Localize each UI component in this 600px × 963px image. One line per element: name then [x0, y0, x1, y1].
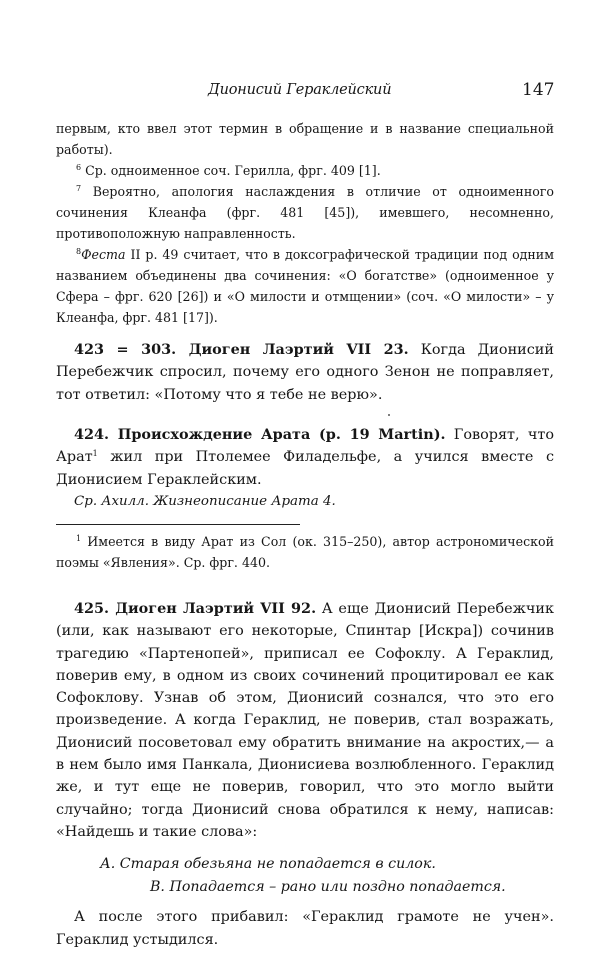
fragment-425-closing: А после этого прибавил: «Гераклид грамоте не учен». Гераклид устыдился.	[56, 909, 554, 948]
fragment-424-body-a: Говорят, что Арат	[56, 427, 554, 466]
fragment-425-body: А еще Дионисий Перебежчик (или, как называют его некоторые, Спинтар [Искра]) сочинив трагедию «Партенопей», приписал ее Софоклу. А Гераклид, поверив ему, в одном из своих сочинений процитировал ее как Софоклову. Узнав об этом, Дионисий сознался, что это его произведение. А когда Гераклид, не поверив, стал возражать, Дионисий посоветовал ему обратить внимание на акростих,— а в нем было имя Панкала, Дионисиева возлюбленного. Гераклид же, и тут еще не поверив, говорил, что это могло выйти случайно; тогда Дионисий снова обратился к нему, написав: «Найдешь и такие слова»:	[56, 601, 554, 840]
footnote-7	[56, 181, 554, 244]
cross-reference: Ср. Ахилл. Жизнеописание Арата 4.	[74, 493, 336, 509]
fragment-425-text	[56, 598, 554, 843]
footnote-424	[56, 531, 554, 573]
footnote-6	[56, 160, 554, 181]
footnote-author: Феста	[81, 247, 126, 262]
footnote-1	[56, 531, 554, 573]
footnote-text: II p. 49 считает, что в доксографической традиции под одним названием объединены два сочинения: «О богатстве» (одноименное у Сфера – фрг. 620 [26]) и «О милости и отмщении» (соч. «О милости» – у Клеанфа, фрг. 481 [17]).	[56, 247, 554, 325]
fragment-423	[56, 339, 554, 406]
page-header	[0, 82, 600, 106]
dialogue	[56, 853, 554, 898]
fragment-424-lemma: 424. Происхождение Арата (p. 19 Martin).	[74, 426, 446, 443]
fragment-423-text	[56, 339, 554, 406]
fragment-424	[56, 424, 554, 512]
footnote-rule	[56, 524, 300, 525]
footnote-text: Вероятно, апология наслаждения в отличие от одноименного сочинения Клеанфа (фрг. 481 [45]), имевшего, несомненно, противоположную направленность.	[56, 184, 554, 241]
fragment-423-lemma: 423 = 303. Диоген Лаэртий VII 23.	[74, 341, 409, 358]
footnote-number: 8	[76, 247, 82, 256]
fragment-425	[56, 598, 554, 951]
footnotes-continued	[56, 118, 554, 328]
fragment-423-body: Когда Дионисий Перебежчик спросил, почему его одного Зенон не поправляет, тот ответил: «Потому что я тебе не верю».	[56, 342, 554, 403]
running-title: Дионисий Гераклейский	[208, 82, 392, 98]
dialogue-line-b: В. Попадается – рано или поздно попадается.	[150, 878, 506, 895]
page-number: 147	[522, 80, 555, 100]
fragment-425-lemma: 425. Диоген Лаэртий VII 92.	[74, 600, 317, 617]
footnote-8	[56, 244, 554, 328]
footnote-marker: 1	[92, 449, 98, 459]
footnote-number: 1	[76, 534, 82, 543]
footnote-number: 7	[76, 184, 82, 193]
footnote-number: 6	[76, 163, 82, 172]
footnote-text: Имеется в виду Арат из Сол (ок. 315–250), автор астрономической поэмы «Явления». Ср. фрг. 440.	[56, 534, 554, 570]
footnote-continuation: первым, кто ввел этот термин в обращение и в название специальной работы).	[56, 121, 554, 157]
dialogue-line-a: А. Старая обезьяна не попадается в силок.	[100, 856, 436, 873]
fragment-424-body-b: жил при Птолемее Филадельфе, а учился вместе с Дионисием Гераклейским.	[56, 449, 554, 488]
footnote-text: Ср. одноименное соч. Герилла, фрг. 409 [1].	[81, 163, 381, 178]
fragment-424-text	[56, 424, 554, 491]
print-speck	[388, 414, 390, 416]
